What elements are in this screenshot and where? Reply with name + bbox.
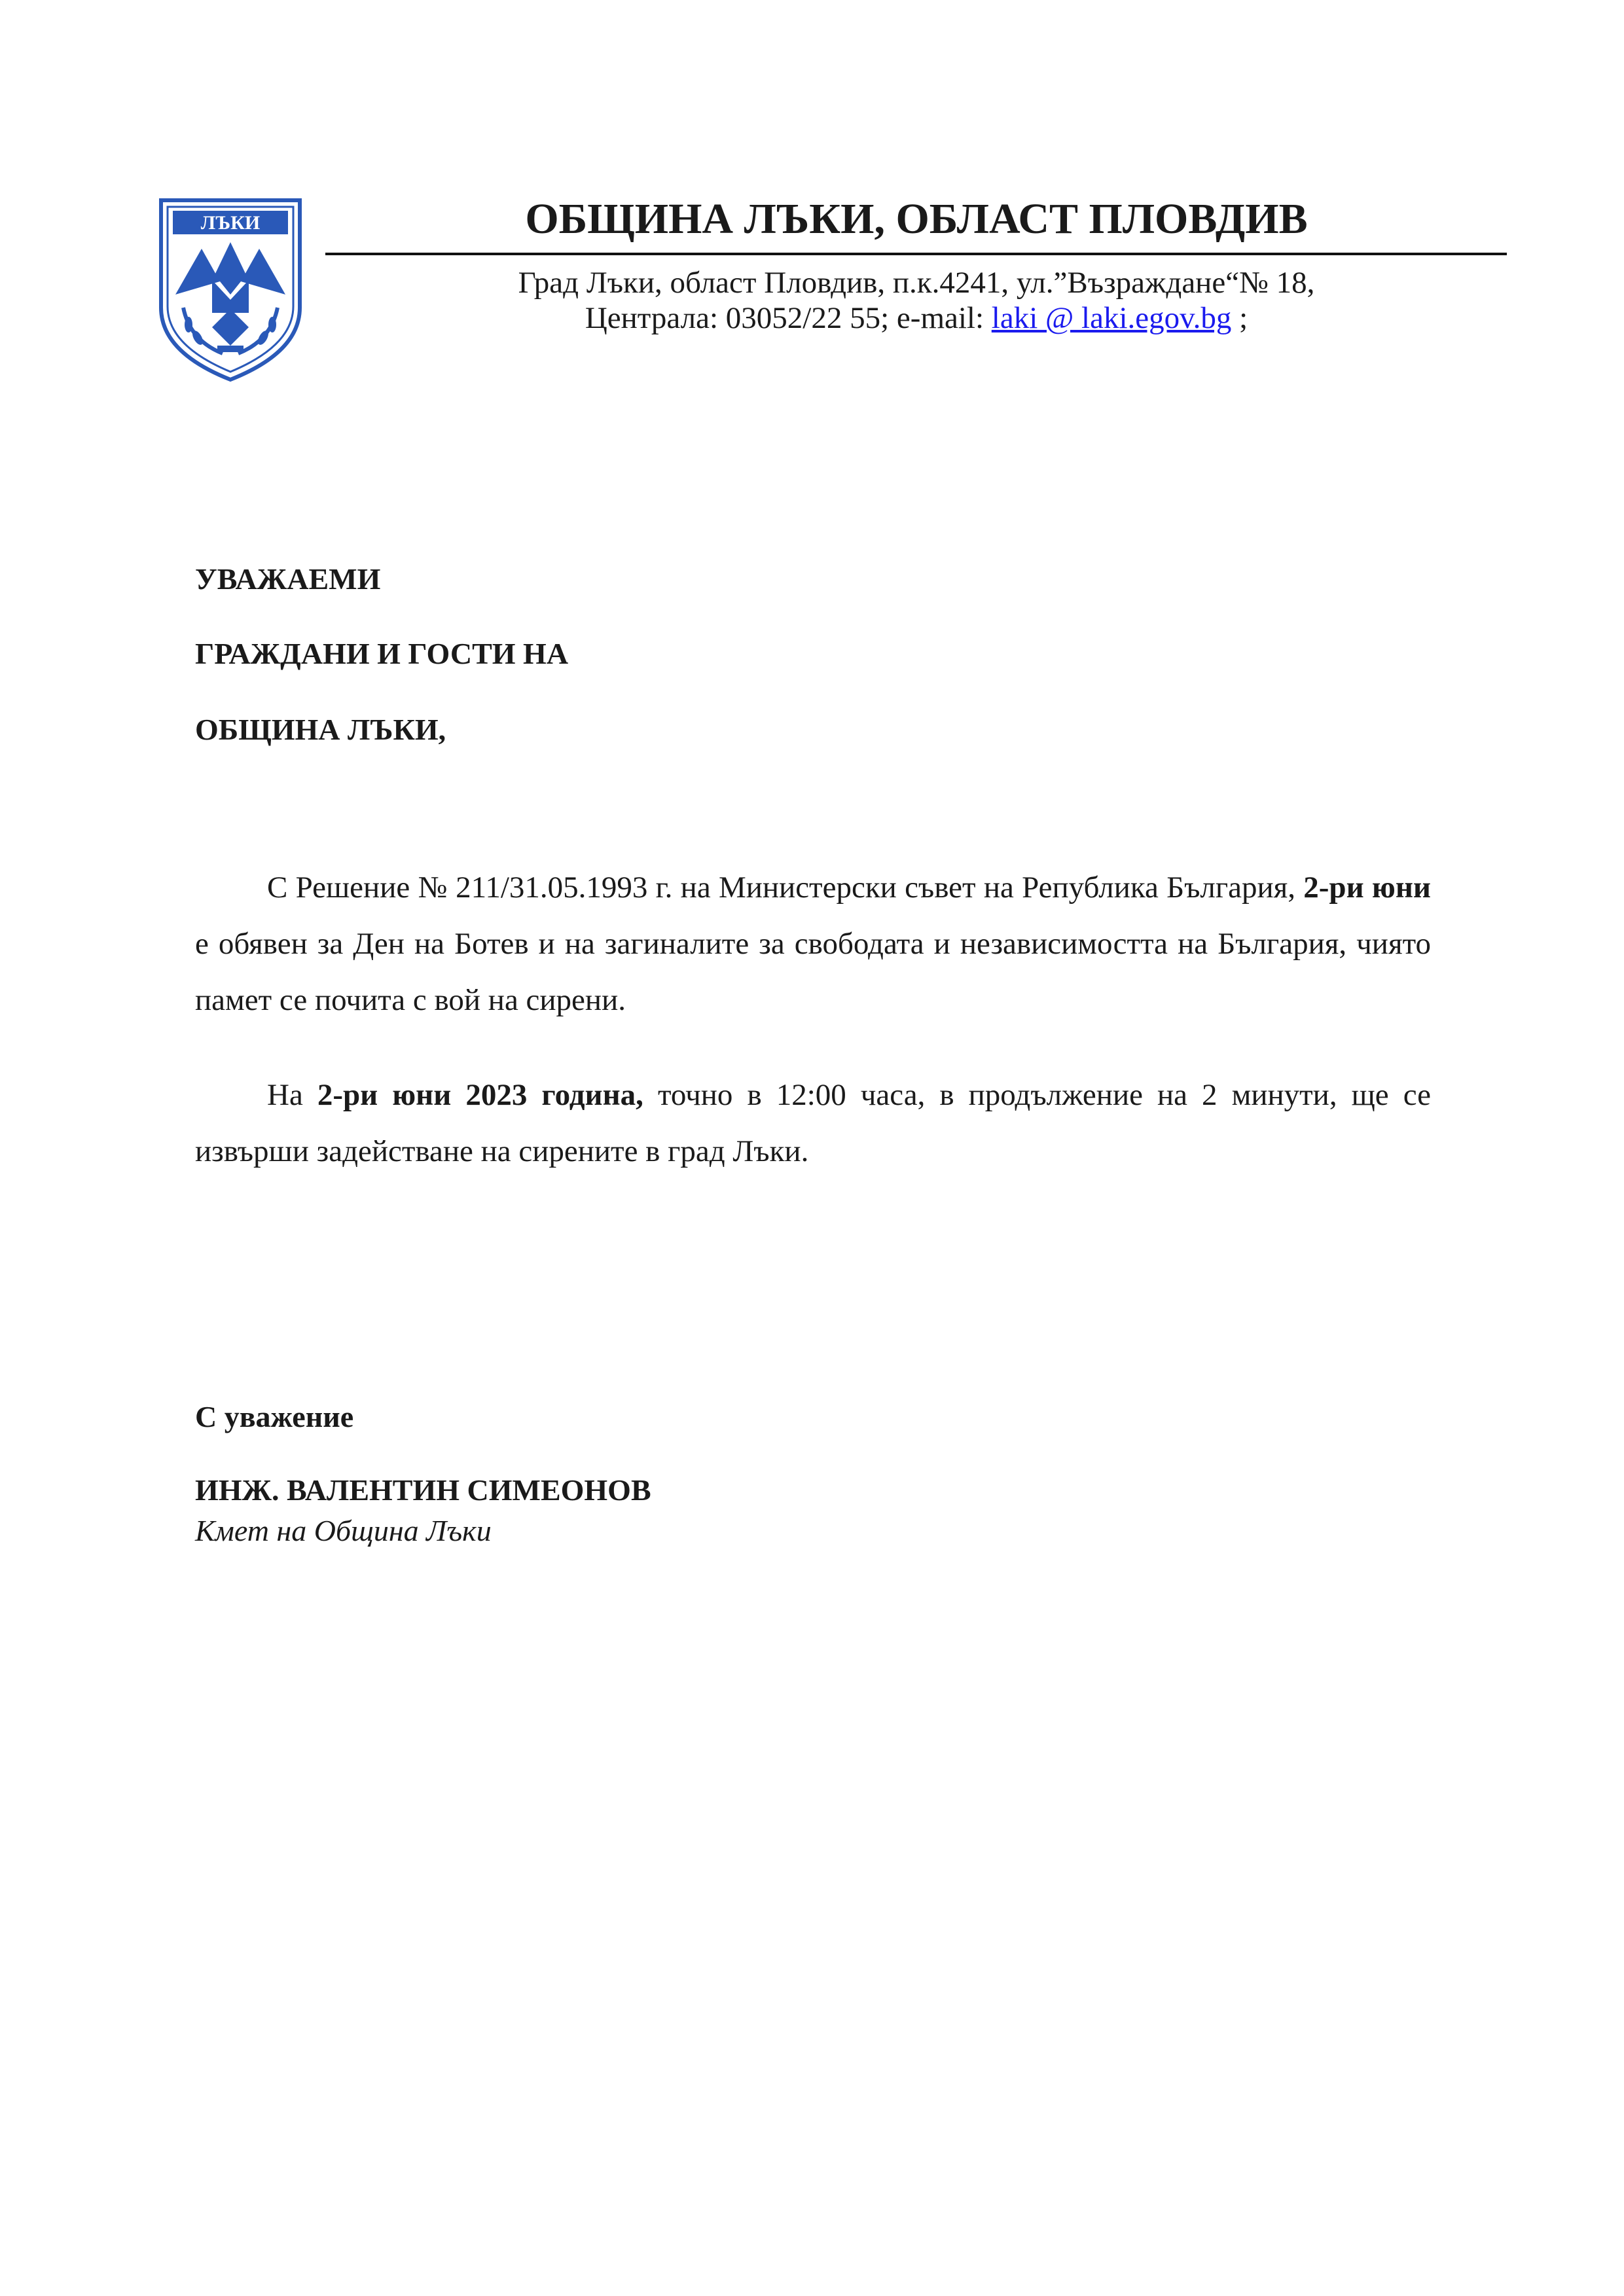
paragraph-1-text-a: С Решение № 211/31.05.1993 г. на Министерски съвет на Република България, xyxy=(267,870,1304,905)
paragraph-2-text-a: На xyxy=(267,1078,317,1112)
signatory-position: Кмет на Община Лъки xyxy=(195,1514,492,1547)
paragraph-2-date: 2-ри юни 2023 година, xyxy=(317,1078,643,1112)
email-link[interactable]: laki @ laki.egov.bg xyxy=(991,301,1232,335)
phone-suffix: ; xyxy=(1231,301,1248,335)
svg-text:ЛЪКИ: ЛЪКИ xyxy=(200,212,261,234)
municipality-crest-logo xyxy=(157,196,304,382)
paragraph-decision xyxy=(195,859,1431,1028)
paragraph-2-text-b: точно в 12:00 часа, в продължение на 2 минути, ще се извърши задействане на сирените в град Лъки. xyxy=(195,1078,1431,1168)
greeting-line-3: ОБЩИНА ЛЪКИ, xyxy=(195,713,446,746)
signatory-name: ИНЖ. ВАЛЕНТИН СИМЕОНОВ xyxy=(195,1473,651,1507)
paragraph-1-text-b: е обявен за Ден на Ботев и на загиналите за свободата и независимостта на България, чиято памет се почита с вой на сирени. xyxy=(195,927,1431,1017)
phone-text: Централа: 03052/22 55; e-mail: xyxy=(585,301,992,335)
contact-block xyxy=(327,265,1506,336)
greeting-line-1: УВАЖАЕМИ xyxy=(195,562,381,596)
address-line: Град Лъки, област Пловдив, п.к.4241, ул.”Възраждане“№ 18, xyxy=(518,266,1315,300)
paragraph-siren-notice xyxy=(195,1067,1431,1179)
phone-email-line xyxy=(327,300,1506,336)
municipality-title: ОБЩИНА ЛЪКИ, ОБЛАСТ ПЛОВДИВ xyxy=(525,195,1308,243)
header-divider xyxy=(325,253,1507,255)
greeting-line-2: ГРАЖДАНИ И ГОСТИ НА xyxy=(195,637,569,670)
closing-regards: С уважение xyxy=(195,1400,354,1433)
paragraph-1-date: 2-ри юни xyxy=(1303,870,1431,905)
